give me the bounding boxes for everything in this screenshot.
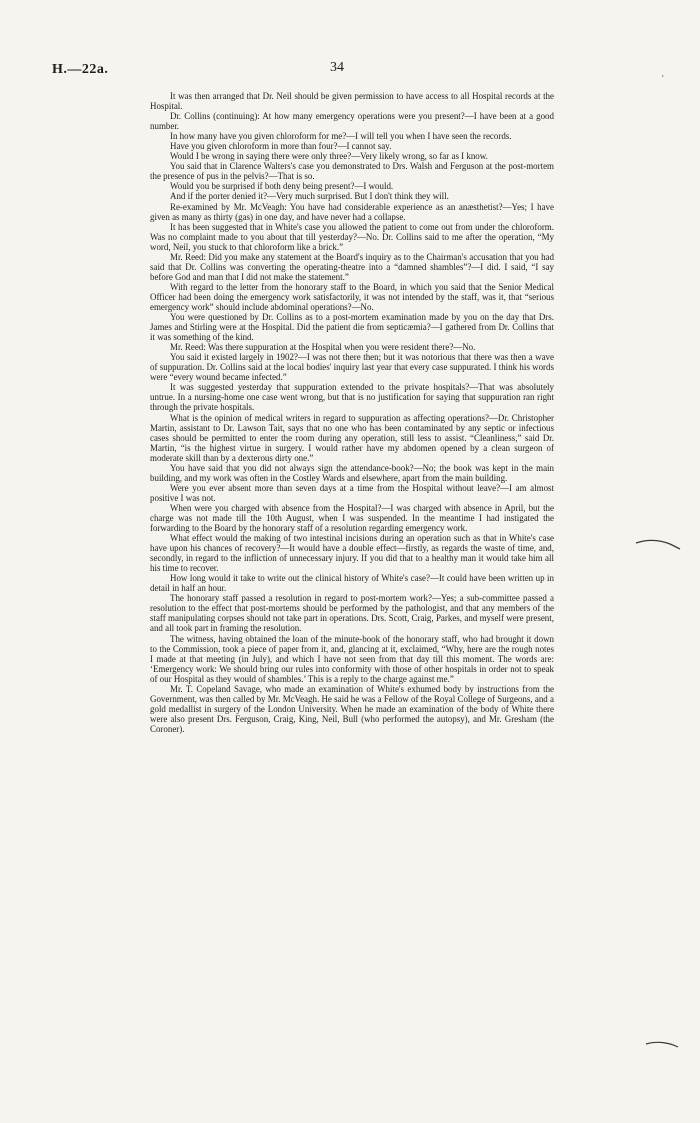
paragraph: It has been suggested that in White's case you allowed the patient to come out from under the chloroform. Was no complaint made to you about that till yesterday?—No. Dr. Collins said to me after the operation, “My word, Neil, you stuck to that chloroform like a brick.” [150, 221, 554, 252]
paragraph: You were questioned by Dr. Collins as to a post-mortem examination made by you on the day that Drs. James and Stirling were at the Hospital. Did the patient die from septicæmia?—I gathered from Dr. Collins that it was something of the kind. [150, 312, 554, 343]
paragraph: Mr. Reed: Was there suppuration at the Hospital when you were resident there?—No. [170, 342, 476, 353]
paragraph: Would I be wrong in saying there were only three?—Very likely wrong, so far as I know. [170, 151, 488, 162]
paragraph: The witness, having obtained the loan of the minute-book of the honorary staff, who had brought it down to the Commission, took a piece of paper from it, and, glancing at it, exclaimed, “Why, here are the rough notes I made at that meeting (in July), and which I have not seen from that day till this moment. The words are: ‘Emergency work: We should bring our rules into conformity with those of other hospitals in order not to speak of our Hospital as they would of shambles.’ This is a reply to the charge against me.” [150, 633, 554, 684]
paragraph: And if the porter denied it?—Very much surprised. But I don't think they will. [170, 191, 449, 202]
paragraph: You said that in Clarence Walters's case you demonstrated to Drs. Walsh and Ferguson at the post-mortem the presence of pus in the pelvis?—That is so. [150, 161, 554, 182]
paragraph: Would you be surprised if both deny being present?—I would. [170, 181, 394, 192]
paragraph: Re-examined by Mr. McVeagh: You have had considerable experience as an anæsthetist?—Yes; I have given as many as thirty (gas) in one day, and have never had a collapse. [150, 201, 554, 222]
margin-pencil-mark-lower [644, 1038, 684, 1052]
paragraph: In how many have you given chloroform for me?—I will tell you when I have seen the records. [170, 131, 512, 142]
paragraph: What is the opinion of medical writers in regard to suppuration as affecting operations?—Dr. Christopher Martin, assistant to Dr. Lawson Tait, says that no one who has been contaminated by any septic or infectious cases should be permitted to enter the room during any operation, still less to assist. “Cleanliness,” said Dr. Martin, “is the highest virtue in surgery. I would rather have my abdomen opened by a clean surgeon of moderate skill than by a dexterous dirty one.” [150, 412, 554, 463]
paragraph: What effect would the making of two intestinal incisions during an operation such as that in White's case have upon his chances of recovery?—It would have a double effect—firstly, as regards the waste of time, and, secondly, in regard to the infliction of unnecessary injury. If you did that to a healthy man it would take him all his time to recover. [150, 533, 554, 574]
page-number: 34 [330, 60, 344, 75]
paragraph: It was suggested yesterday that suppuration extended to the private hospitals?—That was absolutely untrue. In a nursing-home one case went wrong, but that is no justification for saying that suppuration ran right through the private hospitals. [150, 382, 554, 413]
paragraph: The honorary staff passed a resolution in regard to post-mortem work?—Yes; a sub-committee passed a resolution to the effect that post-mortems should be performed by the pathologist, and that any members of the staff manipulating corpses should not take part in operations. Drs. Scott, Craig, Parkes, and myself were present, and all took part in framing the resolution. [150, 593, 554, 634]
paragraph: Mr. Reed: Did you make any statement at the Board's inquiry as to the Chairman's accusation that you had said that Dr. Collins was converting the operating-theatre into a “damned shambles”?—I did. I said, “I say before God and man that I did not make the statement.” [150, 251, 554, 282]
paragraph: You have said that you did not always sign the attendance-book?—No; the book was kept in the main building, and my work was often in the Costley Wards and elsewhere, apart from the main building. [150, 462, 554, 483]
paragraph: It was then arranged that Dr. Neil should be given permission to have access to all Hospital records at the Hospital. [150, 91, 554, 112]
document-reference: H.—22a. [52, 62, 109, 77]
paragraph: Mr. T. Copeland Savage, who made an examination of White's exhumed body by instructions from the Government, was then called by Mr. McVeagh. He said he was a Fellow of the Royal College of Surgeons, and a gold medallist in surgery of the London University. When he made an examination of the body of White there were also present Drs. Ferguson, Craig, King, Neil, Bull (who performed the autopsy), and Mr. Gresham (the Coroner). [150, 683, 554, 734]
paragraph: With regard to the letter from the honorary staff to the Board, in which you said that the Senior Medical Officer had been doing the emergency work satisfactorily, it was not intended by the staff, was it, that “serious emergency work” should include abdominal operations?—No. [150, 281, 554, 312]
paragraph: Have you given chloroform in more than four?—I cannot say. [170, 141, 392, 152]
body-text [150, 91, 554, 734]
paragraph: Dr. Collins (continuing): At how many emergency operations were you present?—I have been at a good number. [150, 111, 554, 132]
paragraph: Were you ever absent more than seven days at a time from the Hospital without leave?—I am almost positive I was not. [150, 482, 554, 503]
margin-tick-mark: ʹ [661, 74, 664, 85]
paragraph: How long would it take to write out the clinical history of White's case?—It could have been written up in detail in half an hour. [150, 573, 554, 594]
paragraph: You said it existed largely in 1902?—I was not there then; but it was notorious that there was then a wave of suppuration. Dr. Collins said at the local bodies' inquiry last year that every case suppurated. I think his words were “every wound became infected.” [150, 352, 554, 383]
margin-pencil-mark [634, 536, 682, 552]
paragraph: When were you charged with absence from the Hospital?—I was charged with absence in April, but the charge was not made till the 10th August, when I was suspended. In the meantime I had instigated the forwarding to the Board by the honorary staff of a resolution regarding emergency work. [150, 502, 554, 534]
